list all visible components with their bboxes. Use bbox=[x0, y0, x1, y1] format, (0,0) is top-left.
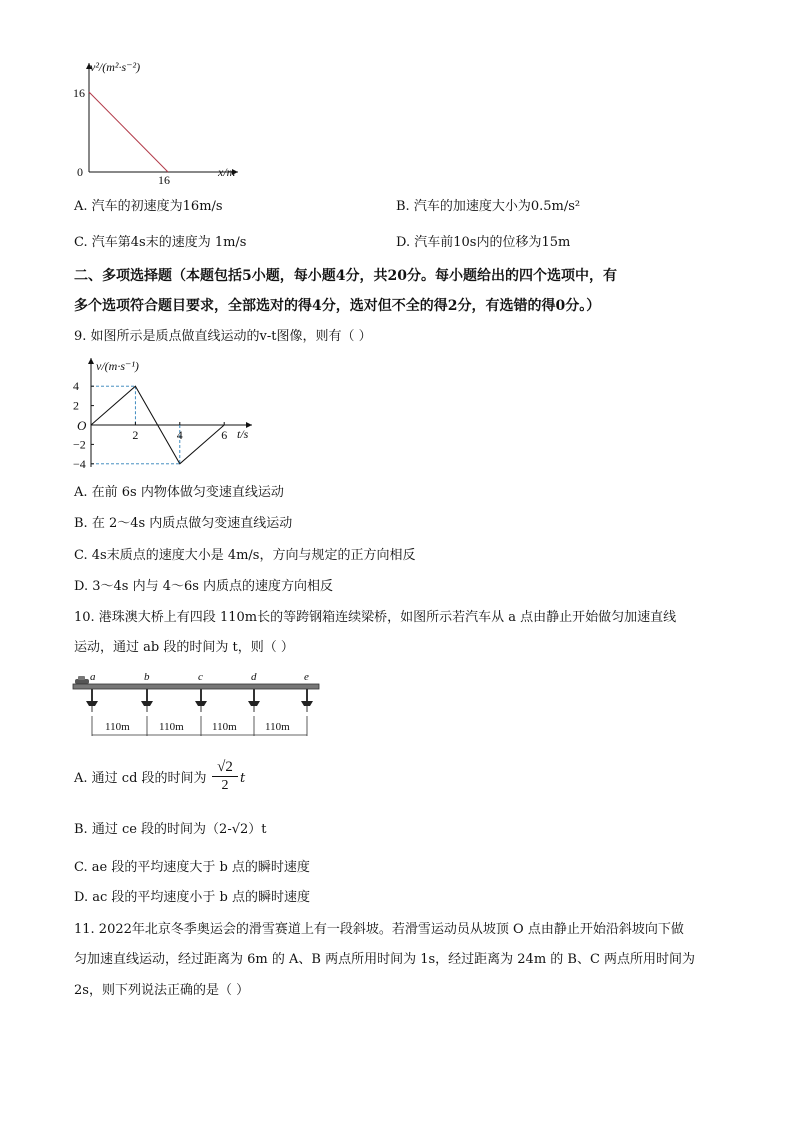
point-label-c: c bbox=[198, 671, 203, 683]
q11-stem-line-3: 2s，则下列说法正确的是（ ） bbox=[74, 983, 250, 998]
x-axis-label: x/m bbox=[218, 165, 236, 179]
origin-label: 0 bbox=[77, 165, 83, 179]
segment-label-cd: 110m bbox=[212, 721, 237, 733]
pier-d bbox=[248, 689, 260, 712]
q8-option-c: C. 汽车第4s末的速度为 1m/s bbox=[74, 235, 247, 250]
y-tick-label: 16 bbox=[73, 86, 85, 100]
q10-option-a-suffix: t bbox=[240, 771, 246, 786]
pier-e bbox=[301, 689, 313, 712]
q9-option-b: B. 在 2～4s 内质点做匀变速直线运动 bbox=[74, 516, 293, 531]
car-icon bbox=[75, 676, 89, 684]
segment-label-de: 110m bbox=[265, 721, 290, 733]
x-axis-label: t/s bbox=[237, 427, 249, 441]
v-squared-x-graph bbox=[60, 55, 260, 190]
y-axis-label: v²/(m²·s⁻²) bbox=[90, 60, 141, 74]
origin-label: O bbox=[77, 418, 87, 433]
y-axis-label: v/(m·s⁻¹) bbox=[96, 359, 139, 373]
point-label-b: b bbox=[144, 671, 150, 683]
q11-stem-line-1: 11. 2022年北京冬季奥运会的滑雪赛道上有一段斜坡。若滑雪运动员从坡顶 O 点由静止开始沿斜坡向下做 bbox=[74, 922, 684, 937]
q8-option-d: D. 汽车前10s内的位移为15m bbox=[396, 235, 571, 250]
y-tick-label: 2 bbox=[73, 398, 79, 413]
q10-stem-line-2: 运动，通过 ab 段的时间为 t，则（ ） bbox=[74, 640, 294, 655]
q10-option-b: B. 通过 ce 段的时间为（2-√2）t bbox=[74, 822, 267, 837]
section-heading-line-2: 多个选项符合题目要求，全部选对的得4分，选对但不全的得2分，有选错的得0分。） bbox=[74, 298, 601, 314]
q10-option-c: C. ae 段的平均速度大于 b 点的瞬时速度 bbox=[74, 860, 310, 875]
point-label-a: a bbox=[90, 671, 96, 683]
bridge-diagram bbox=[70, 668, 325, 743]
y-tick-label: 4 bbox=[73, 379, 79, 394]
pier-c bbox=[195, 689, 207, 712]
q11-stem-line-2: 匀加速直线运动，经过距离为 6m 的 A、B 两点所用时间为 1s，经过距离为 24m 的 B、C 两点所用时间为 bbox=[74, 952, 696, 967]
segment-label-ab: 110m bbox=[105, 721, 130, 733]
x-tick-label: 16 bbox=[158, 173, 170, 187]
fraction-denominator: 2 bbox=[221, 778, 229, 793]
q8-option-b: B. 汽车的加速度大小为0.5m/s² bbox=[396, 199, 581, 214]
point-label-e: e bbox=[304, 671, 309, 683]
v-t-graph bbox=[70, 353, 270, 473]
q9-option-d: D. 3～4s 内与 4～6s 内质点的速度方向相反 bbox=[74, 579, 334, 594]
segment-label-bc: 110m bbox=[159, 721, 184, 733]
q10-option-a-prefix: A. 通过 cd 段的时间为 bbox=[74, 771, 207, 786]
fraction-numerator: √2 bbox=[212, 758, 238, 777]
y-tick-label: −4 bbox=[73, 456, 86, 471]
point-label-d: d bbox=[251, 671, 257, 683]
q10-stem-line-1: 10. 港珠澳大桥上有四段 110m长的等跨钢箱连续梁桥，如图所示若汽车从 a 点由静止开始做匀加速直线 bbox=[74, 610, 677, 625]
pier-a bbox=[86, 689, 98, 712]
bridge-deck bbox=[73, 684, 319, 689]
q8-option-a: A. 汽车的初速度为16m/s bbox=[74, 199, 223, 214]
q10-option-d: D. ac 段的平均速度小于 b 点的瞬时速度 bbox=[74, 890, 310, 905]
q9-option-c: C. 4s末质点的速度大小是 4m/s，方向与规定的正方向相反 bbox=[74, 548, 416, 563]
q9-stem: 9. 如图所示是质点做直线运动的v-t图像，则有（ ） bbox=[74, 329, 372, 344]
q10-option-a-fraction bbox=[212, 758, 238, 795]
section-heading-line-1: 二、多项选择题（本题包括5小题，每小题4分，共20分。每小题给出的四个选项中，有 bbox=[74, 268, 617, 284]
x-tick-label: 2 bbox=[132, 428, 139, 442]
x-tick-label: 4 bbox=[176, 428, 183, 442]
x-tick-label: 6 bbox=[221, 428, 228, 442]
q9-option-a: A. 在前 6s 内物体做匀变速直线运动 bbox=[74, 485, 284, 500]
y-tick-label: −2 bbox=[73, 437, 86, 452]
pier-b bbox=[141, 689, 153, 712]
data-line bbox=[89, 92, 168, 172]
